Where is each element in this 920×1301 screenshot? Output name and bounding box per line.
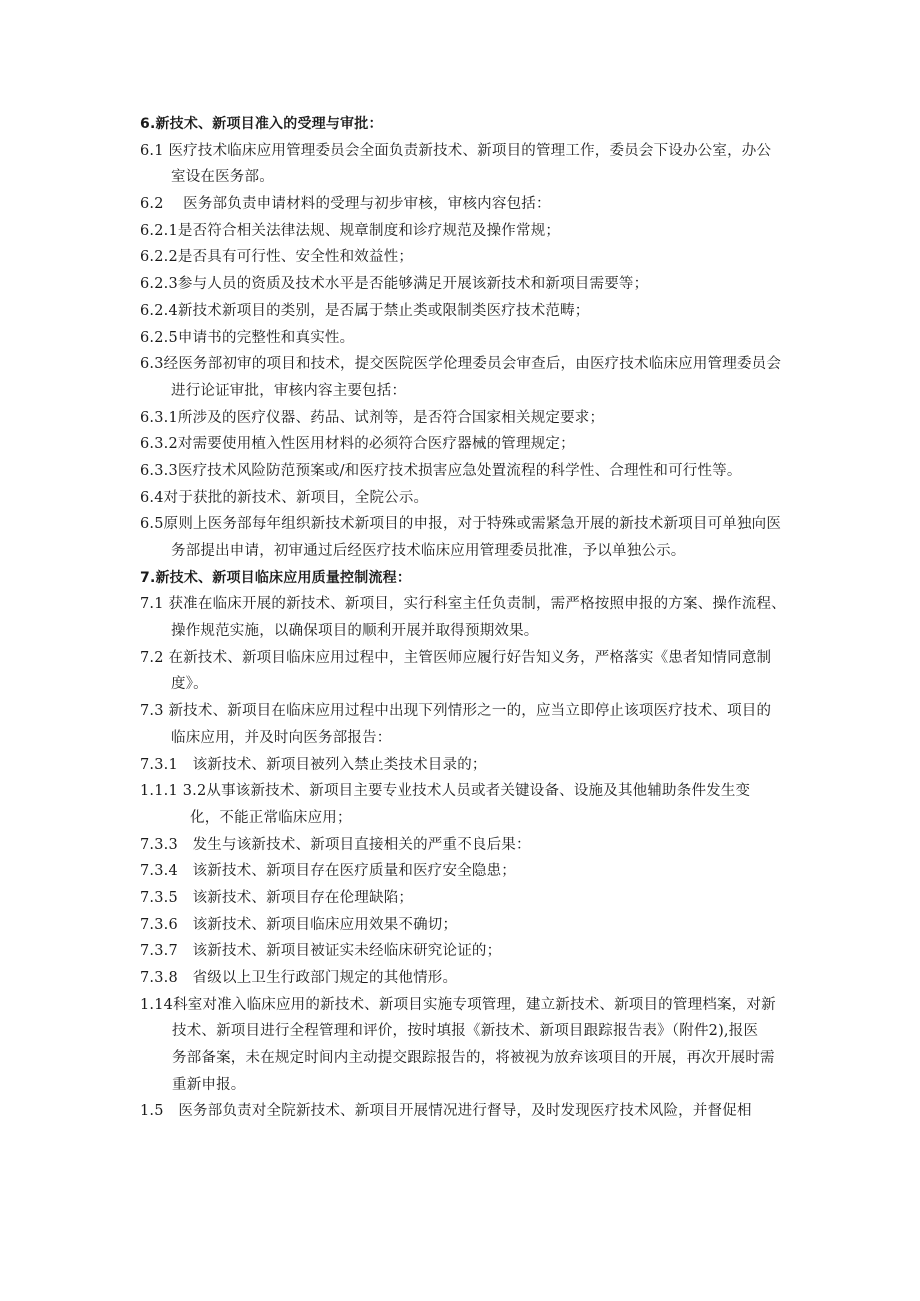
paragraph-line: 7.3 新技术、新项目在临床应用过程中出现下列情形之一的，应当立即停止该项医疗技术、项目的 xyxy=(140,703,772,720)
paragraph-line: 务部提出申请，初审通过后经医疗技术临床应用管理委员批准，予以单独公示。 xyxy=(171,543,686,559)
paragraph-line: 6.3.3医疗技术风险防范预案或/和医疗技术损害应急处置流程的科学性、合理性和可行性等。 xyxy=(140,462,742,479)
paragraph-line: 7.3.3 发生与该新技术、新项目直接相关的严重不良后果： xyxy=(140,836,531,853)
paragraph-line: 6.5原则上医务部每年组织新技术新项目的申报，对于特殊或需紧急开展的新技术新项目可单独向医 xyxy=(140,516,782,533)
paragraph-line: 6.2.4新技术新项目的类别，是否属于禁止类或限制类医疗技术范畴； xyxy=(140,302,590,319)
paragraph-line: 1.5 医务部负责对全院新技术、新项目开展情况进行督导，及时发现医疗技术风险，并督促相 xyxy=(140,1103,752,1120)
paragraph-line: 化，不能正常临床应用； xyxy=(190,809,352,826)
paragraph-line: 操作规范实施，以确保项目的顺利开展并取得预期效果。 xyxy=(171,623,539,640)
section-heading-7: 7.新技术、新项目临床应用质量控制流程： xyxy=(140,569,412,586)
paragraph-line: 6.2.2是否具有可行性、安全性和效益性； xyxy=(140,249,414,266)
paragraph-line: 7.3.5 该新技术、新项目存在伦理缺陷； xyxy=(140,889,414,906)
paragraph-line: 6.2.1是否符合相关法律法规、规章制度和诊疗规范及操作常规； xyxy=(140,222,561,239)
paragraph-line: 进行论证审批，审核内容主要包括： xyxy=(171,382,407,399)
paragraph-line: 度》。 xyxy=(171,676,208,693)
paragraph-line: 6.1 医疗技术临床应用管理委员会全面负责新技术、新项目的管理工作，委员会下设办公室，办公 xyxy=(140,142,772,159)
section-heading-6: 6.新技术、新项目准入的受理与审批： xyxy=(140,116,383,132)
paragraph-line: 7.3.1 该新技术、新项目被列入禁止类技术目录的； xyxy=(140,756,487,773)
paragraph-line: 6.3经医务部初审的项目和技术，提交医院医学伦理委员会审查后，由医疗技术临床应用管理委员会 xyxy=(140,356,782,373)
paragraph-line: 7.3.8 省级以上卫生行政部门规定的其他情形。 xyxy=(140,970,458,986)
document-body xyxy=(140,111,830,1125)
paragraph-line: 6.2 医务部负责申请材料的受理与初步审核，审核内容包括： xyxy=(140,196,551,213)
paragraph-line: 6.2.5申请书的完整性和真实性。 xyxy=(140,329,355,346)
paragraph-line: 7.1 获准在临床开展的新技术、新项目，实行科室主任负责制，需严格按照申报的方案、操作流程、 xyxy=(140,596,786,613)
paragraph-line: 务部备案，未在规定时间内主动提交跟踪报告的，将被视为放弃该项目的开展，再次开展时需 xyxy=(172,1050,775,1067)
paragraph-line: 6.3.2对需要使用植入性医用材料的必须符合医疗器械的管理规定； xyxy=(140,436,575,453)
paragraph-line: 6.4对于获批的新技术、新项目，全院公示。 xyxy=(140,489,429,506)
paragraph-line: 7.3.6 该新技术、新项目临床应用效果不确切； xyxy=(140,916,458,933)
paragraph-line: 1.14科室对准入临床应用的新技术、新项目实施专项管理，建立新技术、新项目的管理档案，对新 xyxy=(140,996,776,1013)
paragraph-line: 室设在医务部。 xyxy=(171,169,274,186)
paragraph-line: 7.3.7 该新技术、新项目被证实未经临床研究论证的； xyxy=(140,943,502,960)
paragraph-line: 7.2 在新技术、新项目临床应用过程中，主管医师应履行好告知义务，严格落实《患者知情同意制 xyxy=(140,649,772,666)
paragraph-line: 技术、新项目进行全程管理和评价，按时填报《新技术、新项目跟踪报告表》（附件2),报医 xyxy=(172,1023,759,1040)
paragraph-line: 临床应用，并及时向医务部报告： xyxy=(171,729,392,746)
paragraph-line: 重新申报。 xyxy=(172,1076,246,1093)
paragraph-line: 6.3.1所涉及的医疗仪器、药品、试剂等，是否符合国家相关规定要求； xyxy=(140,409,605,426)
paragraph-line: 7.3.4 该新技术、新项目存在医疗质量和医疗安全隐患； xyxy=(140,863,516,880)
paragraph-line: 1.1.1 3.2从事该新技术、新项目主要专业技术人员或者关键设备、设施及其他辅助条件发生变 xyxy=(140,783,751,800)
paragraph-line: 6.2.3参与人员的资质及技术水平是否能够满足开展该新技术和新项目需要等； xyxy=(140,276,649,293)
